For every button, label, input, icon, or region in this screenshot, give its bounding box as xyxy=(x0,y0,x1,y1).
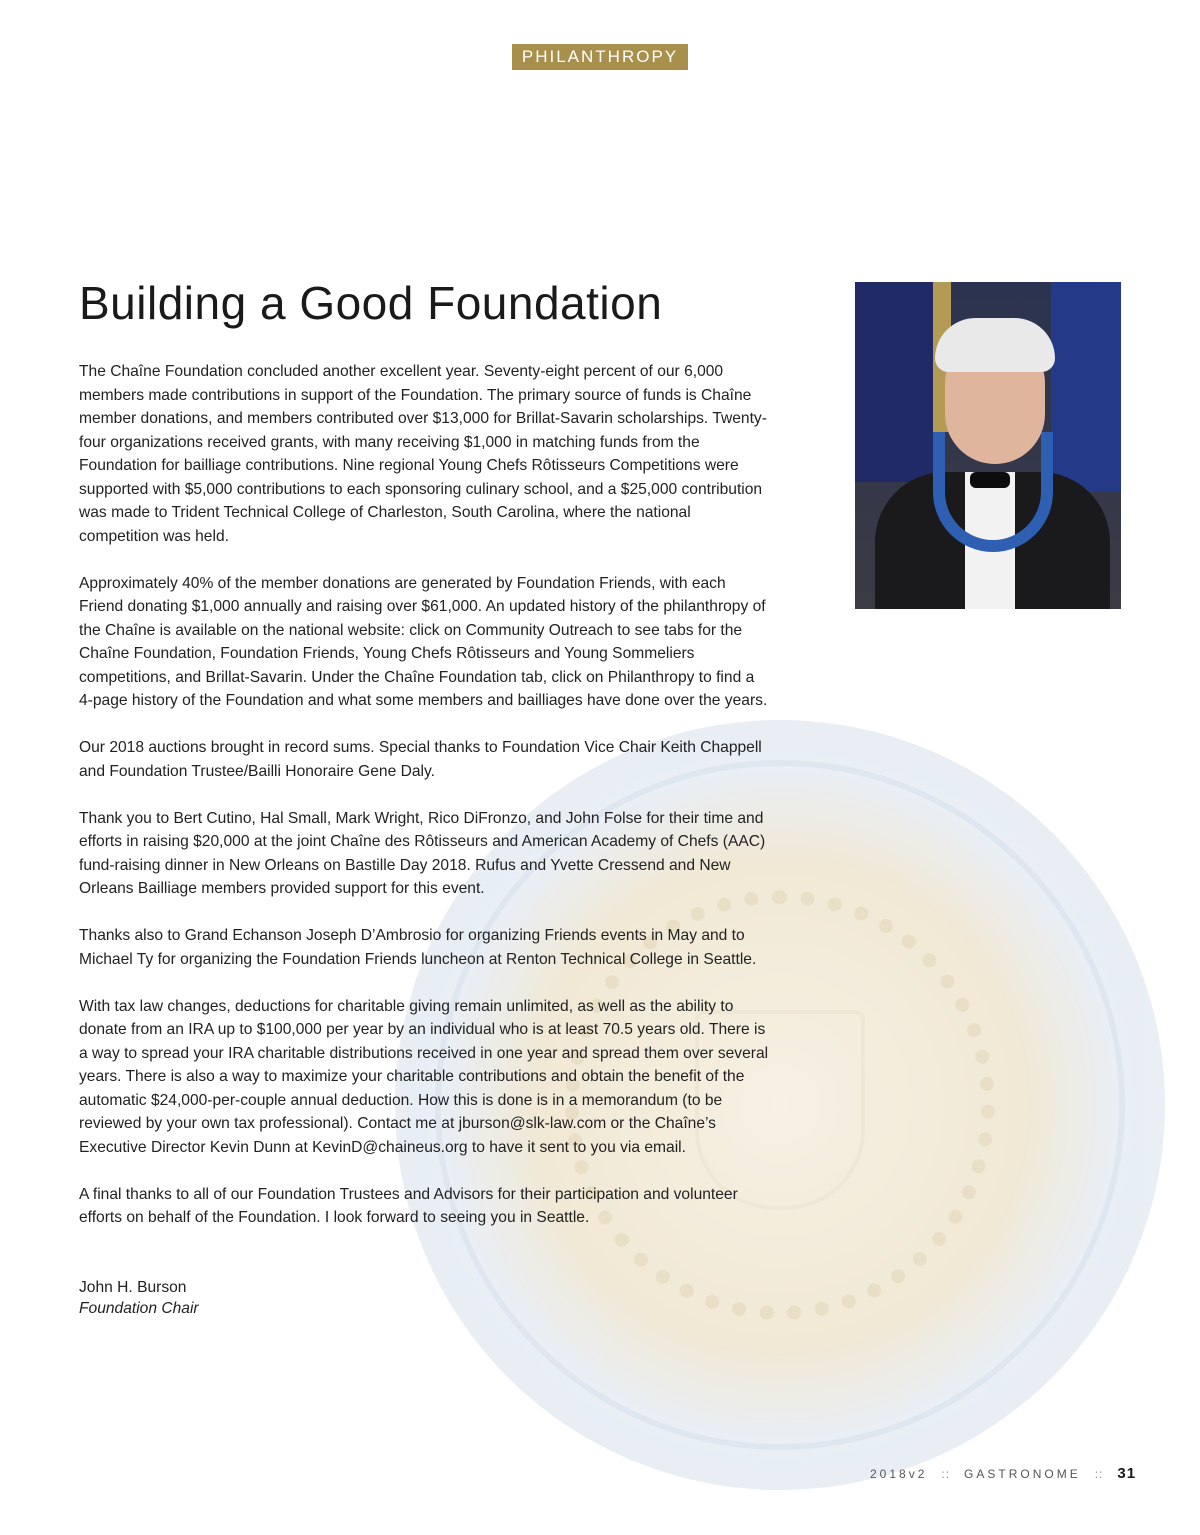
article-title: Building a Good Foundation xyxy=(79,277,663,329)
flag-left xyxy=(855,282,935,482)
paragraph: Thank you to Bert Cutino, Hal Small, Mark Wright, Rico DiFronzo, and John Folse for their time and efforts in raising $20,000 at the joint Chaîne des Rôtisseurs and American Academy of Chefs (AAC) fund-raising dinner in New Orleans on Bastille Day 2018. Rufus and Yvette Cressend and New Orleans Bailliage members provided support for this event. xyxy=(79,809,766,897)
portrait-bowtie xyxy=(970,472,1010,488)
portrait-photo xyxy=(855,282,1121,609)
article-body xyxy=(79,360,769,1253)
paragraph: A final thanks to all of our Foundation Trustees and Advisors for their participation and volunteer efforts on behalf of the Foundation. I look forward to seeing you in Seattle. xyxy=(79,1185,738,1226)
paragraph: Our 2018 auctions brought in record sums. Special thanks to Foundation Vice Chair Keith Chappell and Foundation Trustee/Bailli Honoraire Gene Daly. xyxy=(79,739,762,780)
signature-role: Foundation Chair xyxy=(79,1300,199,1317)
paragraph: Approximately 40% of the member donations are generated by Foundation Friends, with each Friend donating $1,000 annually and raising over $61,000. An updated history of the philanthropy of the Chaîne is available on the national website: click on Community Outreach to see tabs for the Chaîne Foundation, Foundation Friends, Young Chefs Rôtisseurs and Young Sommeliers competitions, and Brillat-Savarin. Under the Chaîne Foundation tab, click on Philanthropy to find a 4-page history of the Foundation and what some members and bailliages have done over the years. xyxy=(79,574,768,709)
footer-separator: :: xyxy=(1094,1467,1104,1481)
signature-name: John H. Burson xyxy=(79,1279,187,1296)
footer-issue: 2018v2 xyxy=(870,1467,928,1481)
flag-right xyxy=(1051,282,1121,492)
footer-separator: :: xyxy=(941,1467,951,1481)
paragraph: Thanks also to Grand Echanson Joseph D’Ambrosio for organizing Friends events in May and to Michael Ty for organizing the Foundation Friends luncheon at Renton Technical College in Seattle. xyxy=(79,927,757,968)
portrait-hair xyxy=(935,318,1055,372)
page-number: 31 xyxy=(1117,1465,1137,1482)
signature-block xyxy=(79,1277,199,1319)
footer-publication: GASTRONOME xyxy=(964,1467,1081,1481)
page-footer xyxy=(870,1465,1137,1485)
paragraph: With tax law changes, deductions for charitable giving remain unlimited, as well as the ability to donate from an IRA up to $100,000 per year by an individual who is at least 70.5 years old. There is a way to spread your IRA charitable distributions received in one year and spread them over several years. There is also a way to maximize your charitable contributions and obtain the benefit of the automatic $24,000-per-couple annual deduction. How this is done is in a memorandum (to be reviewed by your own tax professional). Contact me at jburson@slk-law.com or the Chaîne’s Executive Director Kevin Dunn at KevinD@chaineus.org to have it sent to you via email. xyxy=(79,997,769,1156)
paragraph: The Chaîne Foundation concluded another excellent year. Seventy-eight percent of our 6,000 members made contributions in support of the Foundation. The primary source of funds is Chaîne member donations, and members contributed over $13,000 for Brillat-Savarin scholarships. Twenty-four organizations received grants, with many receiving $1,000 in matching funds from the Foundation for bailliage contributions. Nine regional Young Chefs Rôtisseurs Competitions were supported with $5,000 contributions to each sponsoring culinary school, and a $25,000 contribution was made to Trident Technical College of Charleston, South Carolina, where the national competition was held. xyxy=(79,363,767,545)
section-tag: PHILANTHROPY xyxy=(512,44,688,70)
